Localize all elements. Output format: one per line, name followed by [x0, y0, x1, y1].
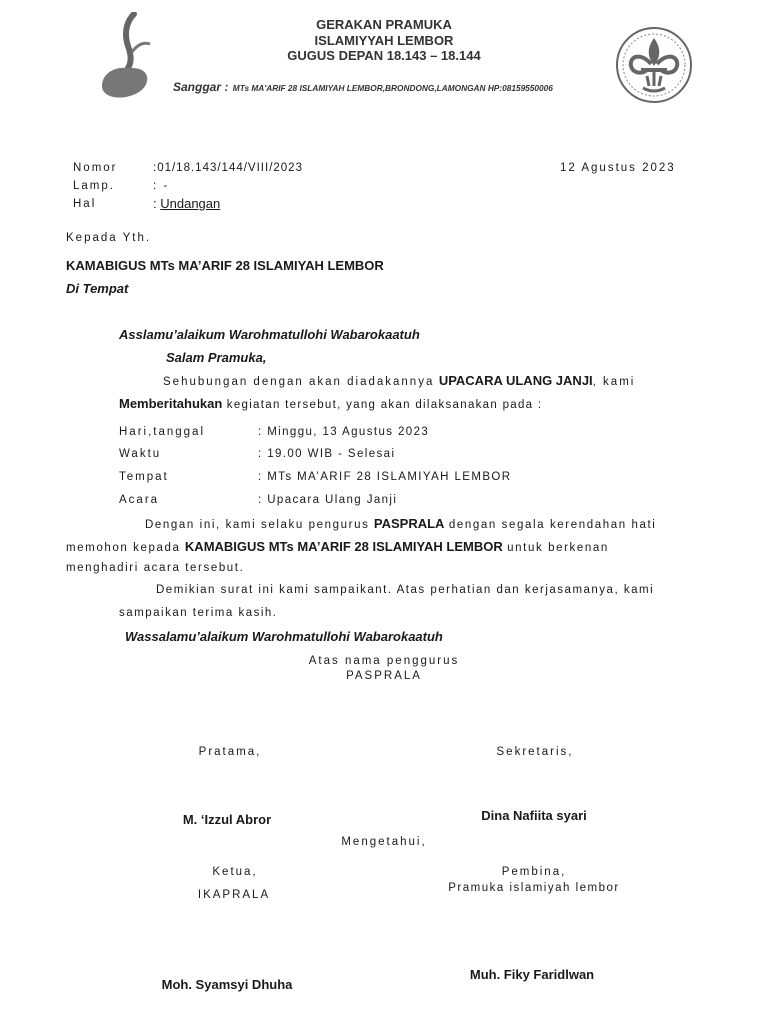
pembina-name: Muh. Fiky Faridlwan: [469, 967, 595, 982]
detail-label: Waktu: [119, 448, 162, 460]
pembina-org: Pramuka islamiyah lembor: [448, 882, 620, 894]
p2-pasprala: PASPRALA: [373, 516, 445, 531]
p3-line-1: Demikian surat ini kami sampaikant. Atas perhatian dan kerjasamanya, kami: [156, 584, 655, 596]
lamp-value: : -: [153, 180, 170, 192]
paragraph-1-line-2: [119, 395, 542, 413]
greeting: Asslamu’alaikum Warohmatullohi Wabarokaatuh: [119, 327, 420, 342]
p1-text-c: , kami: [592, 376, 636, 388]
detail-value: : Minggu, 13 Agustus 2023: [258, 426, 430, 438]
org-pasprala: PASPRALA: [346, 670, 422, 682]
closing-salutation: Wassalamu’alaikum Warohmatullohi Wabarokaatuh: [125, 629, 443, 644]
p2-text-c: dengan segala kerendahan hati: [448, 519, 657, 531]
sekretaris-title: Sekretaris,: [496, 746, 574, 758]
atas-nama: Atas nama penggurus: [308, 655, 460, 667]
header-gugus-depan: GUGUS DEPAN 18.143 – 18.144: [287, 48, 481, 63]
paragraph-2-line-1: [145, 515, 656, 533]
nomor-value: :01/18.143/144/VIII/2023: [153, 162, 303, 174]
pratama-title: Pratama,: [198, 746, 262, 758]
p2-text-d: memohon kepada: [66, 542, 181, 554]
detail-label: Acara: [119, 494, 160, 506]
lamp-label: Lamp.: [73, 180, 115, 192]
sekretaris-name: Dina Nafiita syari: [481, 808, 587, 823]
pembina-title: Pembina,: [501, 866, 567, 878]
p2-text-g: menghadiri acara tersebut.: [66, 562, 245, 574]
p2-text-a: Dengan ini, kami selaku pengurus: [145, 519, 370, 531]
detail-label: Hari,tanggal: [119, 426, 206, 438]
p2-text-f: untuk berkenan: [507, 542, 609, 554]
detail-label: Tempat: [119, 471, 169, 483]
p2-recipient: KAMABIGUS MTs MA’ARIF 28 ISLAMIYAH LEMBOR: [184, 539, 503, 554]
detail-value: : Upacara Ulang Janji: [258, 494, 398, 506]
letter-date: 12 Agustus 2023: [560, 162, 676, 174]
sanggar-address: MTs MA'ARIF 28 ISLAMIYAH LEMBOR,BRONDONG,LAMONGAN HP:08159550006: [232, 83, 553, 93]
paragraph-2-line-2: [66, 538, 609, 556]
nomor-label: Nomor: [73, 162, 118, 174]
ketua-name: Moh. Syamsyi Dhuha: [161, 977, 293, 992]
header-org-subname: ISLAMIYYAH LEMBOR: [314, 33, 454, 48]
paragraph-1-line-1: [163, 372, 635, 390]
sanggar-label: Sanggar :: [173, 80, 229, 94]
hal-label: Hal: [73, 198, 97, 210]
recipient-name: KAMABIGUS MTs MA’ARIF 28 ISLAMIYAH LEMBOR: [66, 258, 384, 273]
hal-value: Undangan: [160, 196, 221, 211]
ketua-title: Ketua,: [212, 866, 258, 878]
hal-field: [153, 196, 220, 211]
p1-text-e: kegiatan tersebut, yang akan dilaksanakan pada :: [226, 399, 543, 411]
header-sanggar: [173, 78, 553, 96]
mengetahui: Mengetahui,: [341, 836, 427, 848]
detail-value: : 19.00 WIB - Selesai: [258, 448, 396, 460]
header-org-name: GERAKAN PRAMUKA: [316, 17, 452, 32]
p3-line-2: sampaikan terima kasih.: [119, 607, 278, 619]
detail-value: : MTs MA’ARIF 28 ISLAMIYAH LEMBOR: [258, 471, 512, 483]
salam-pramuka: Salam Pramuka,: [166, 350, 267, 365]
di-tempat: Di Tempat: [66, 281, 129, 296]
hal-colon: :: [153, 196, 157, 211]
pratama-name: M. ‘Izzul Abror: [182, 812, 272, 827]
p1-memberitahukan: Memberitahukan: [119, 396, 223, 411]
p1-text-a: Sehubungan dengan akan diadakannya: [163, 376, 435, 388]
ketua-org: IKAPRALA: [197, 889, 271, 901]
p1-event-name: UPACARA ULANG JANJI: [438, 373, 593, 388]
kepada-yth: Kepada Yth.: [66, 232, 152, 244]
